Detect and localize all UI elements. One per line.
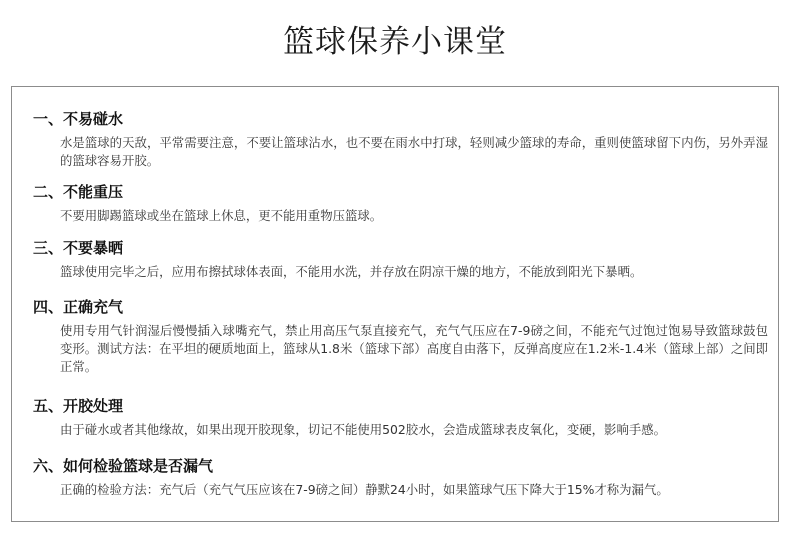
section-correct-inflation — [33, 297, 768, 376]
section-heading: 六、如何检验篮球是否漏气 — [33, 457, 214, 475]
section-body: 水是篮球的天敌，平常需要注意，不要让篮球沾水，也不要在雨水中打球，轻则减少篮球的寿命，重则使篮球留下内伤，另外弄湿的篮球容易开胶。 — [60, 135, 768, 168]
section-heading: 四、正确充气 — [33, 298, 124, 316]
section-heading: 五、开胶处理 — [33, 397, 124, 415]
section-heading: 三、不要暴晒 — [33, 239, 124, 257]
page-title: 篮球保养小课堂 — [283, 24, 507, 60]
section-body: 使用专用气针润湿后慢慢插入球嘴充气，禁止用高压气泵直接充气，充气气压应在7-9磅之间，不能充气过饱过饱易导致篮球鼓包变形。测试方法：在平坦的硬质地面上，篮球从1.8米（篮球下部）高度自由落下，反弹高度应在1.2米-1.4米（篮球上部）之间即正常。 — [60, 323, 768, 374]
section-avoid-water — [33, 109, 768, 170]
section-glue-repair — [33, 396, 768, 439]
section-heading: 一、不易碰水 — [33, 110, 124, 128]
section-leak-check — [33, 456, 768, 499]
content-box — [11, 86, 779, 522]
section-body: 不要用脚踢篮球或坐在篮球上休息，更不能用重物压篮球。 — [60, 208, 383, 223]
section-no-heavy-pressure — [33, 182, 768, 225]
section-body: 正确的检验方法：充气后（充气气压应该在7-9磅之间）静默24小时，如果篮球气压下降大于15%才称为漏气。 — [60, 482, 669, 497]
section-body: 篮球使用完毕之后，应用布擦拭球体表面，不能用水洗，并存放在阴凉干燥的地方，不能放到阳光下暴晒。 — [60, 264, 643, 279]
section-no-sun-exposure — [33, 238, 768, 281]
section-body: 由于碰水或者其他缘故，如果出现开胶现象，切记不能使用502胶水，会造成篮球表皮氧化，变硬，影响手感。 — [60, 422, 667, 437]
section-heading: 二、不能重压 — [33, 183, 124, 201]
